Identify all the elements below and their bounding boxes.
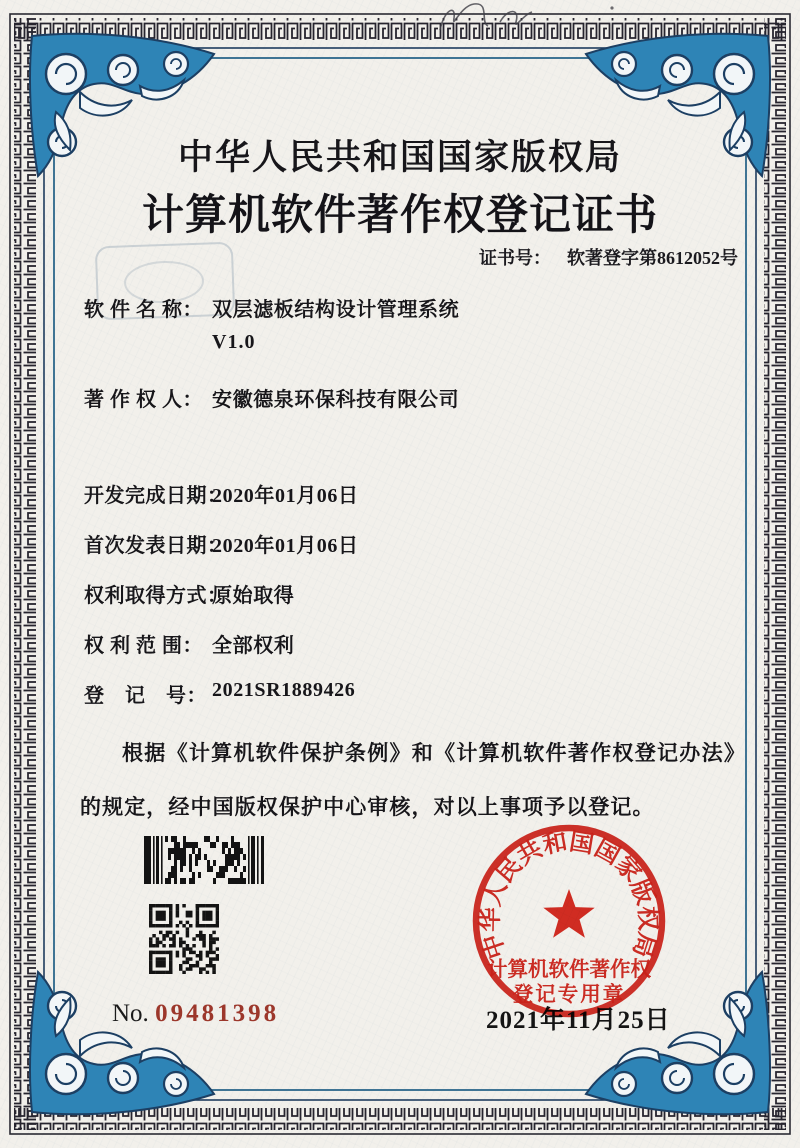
field-value: 2021SR1889426 — [212, 679, 356, 701]
field-value: 2020年01月06日 — [212, 535, 359, 557]
field-value: 安徽德泉环保科技有限公司 — [212, 389, 460, 411]
field-label: 权 利 范 围： — [84, 635, 203, 657]
barcode-2d — [144, 836, 264, 884]
software-version: V1.0 — [212, 331, 256, 353]
authority-title: 中华人民共和国国家版权局 — [177, 138, 622, 177]
handwritten-mark — [430, 0, 630, 40]
field-value — [212, 293, 459, 354]
serial-number-line — [112, 1000, 279, 1028]
field-value: 2020年01月06日 — [212, 485, 359, 507]
field-row-rights-scope — [84, 629, 294, 658]
cert-no-value: 软著登字第8612052号 — [567, 248, 738, 268]
serial-label: No. — [112, 1000, 149, 1027]
statement-paragraph: 根据《计算机软件保护条例》和《计算机软件著作权登记办法》的规定，经中国版权保护中心审核，对以上事项予以登记。 — [80, 741, 746, 819]
corner-flourish-bottom-left — [30, 972, 214, 1114]
field-value: 全部权利 — [212, 635, 295, 657]
cert-no-label: 证书号： — [479, 248, 551, 268]
seal-line2: 登记专用章 — [512, 983, 626, 1006]
field-label: 软 件 名 称： — [84, 299, 203, 321]
issue-date: 2021年11月25日 — [486, 1007, 671, 1034]
field-value: 原始取得 — [212, 585, 295, 607]
field-row-first-publish-date — [84, 529, 359, 558]
field-row-rights-acquisition — [84, 579, 294, 608]
field-row-registration-number — [84, 679, 355, 708]
field-label: 开发完成日期： — [84, 485, 228, 507]
field-row-software-name — [84, 293, 459, 354]
field-label: 登 记 号： — [84, 685, 207, 707]
field-row-dev-complete-date — [84, 479, 359, 508]
field-label: 首次发表日期： — [84, 535, 228, 557]
official-seal — [452, 804, 686, 1038]
field-label: 著 作 权 人： — [84, 389, 203, 411]
seal-ring-text: 中华人民共和国国家版权局 — [476, 828, 662, 962]
star-icon — [543, 889, 594, 938]
software-name: 双层滤板结构设计管理系统 — [212, 299, 460, 321]
field-row-copyright-owner — [84, 383, 459, 412]
field-label: 权利取得方式： — [84, 585, 228, 607]
qr-code — [149, 904, 219, 974]
certificate-number-line — [479, 244, 738, 270]
serial-number: 09481398 — [155, 1000, 280, 1027]
certificate-title: 计算机软件著作权登记证书 — [141, 193, 658, 239]
seal-line1: 计算机软件著作权 — [487, 958, 651, 981]
